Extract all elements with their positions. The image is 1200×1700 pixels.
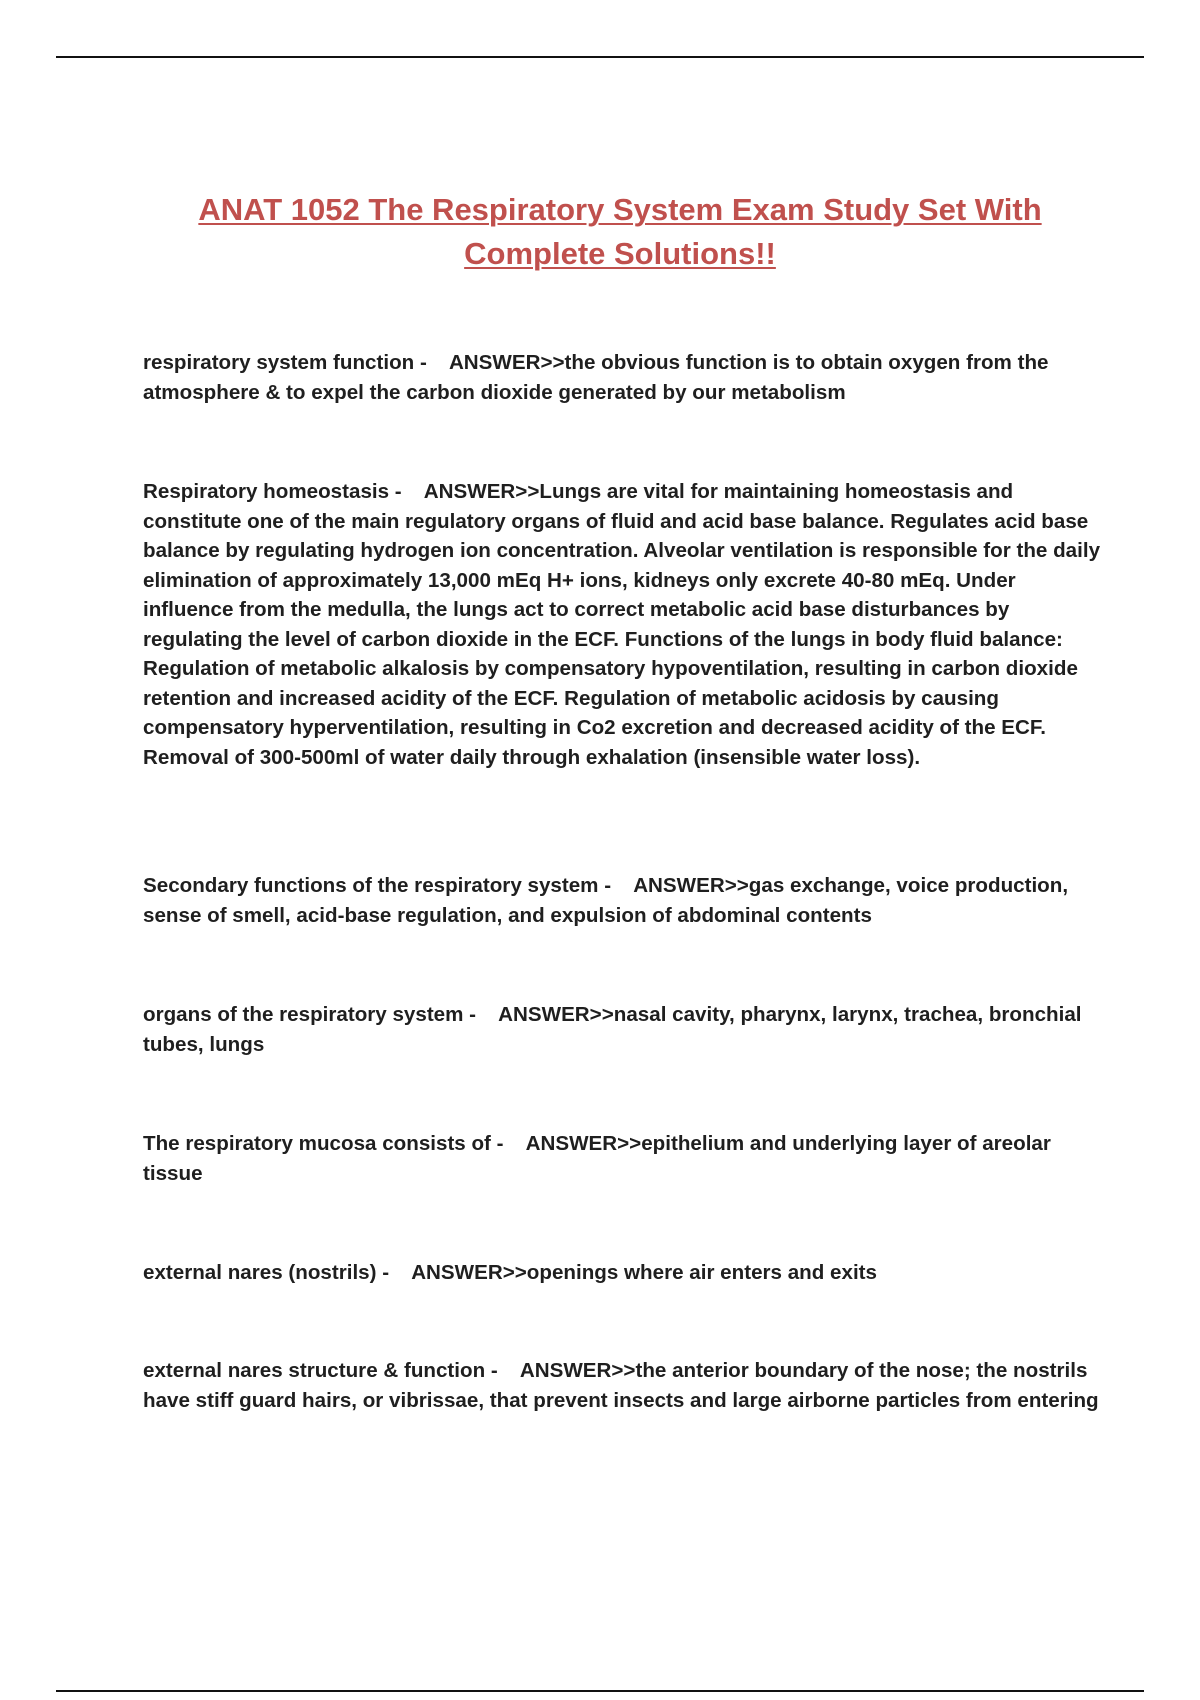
- answer-prefix: ANSWER>>: [448, 351, 565, 374]
- qa-separator: -: [414, 351, 449, 374]
- qa-entry: [143, 348, 1103, 407]
- qa-term: Respiratory homeostasis: [143, 480, 390, 503]
- qa-answer: openings where air enters and exits: [526, 1261, 877, 1284]
- title-line-2: Complete Solutions!!: [464, 236, 776, 271]
- answer-prefix: ANSWER>>: [519, 1359, 636, 1382]
- qa-term: respiratory system function: [143, 351, 415, 374]
- qa-term: organs of the respiratory system: [143, 1003, 464, 1026]
- qa-term: external nares (nostrils): [143, 1261, 377, 1284]
- qa-term: Secondary functions of the respiratory system: [143, 874, 599, 897]
- qa-term: external nares structure & function: [143, 1359, 486, 1382]
- qa-answer: nasal cavity, pharynx, larynx, trachea, bronchial tubes, lungs: [143, 1003, 1082, 1056]
- answer-prefix: ANSWER>>: [525, 1132, 642, 1155]
- answer-prefix: ANSWER>>: [633, 874, 749, 897]
- qa-entry: [143, 1129, 1103, 1188]
- qa-answer: the anterior boundary of the nose; the nostrils have stiff guard hairs, or vibrissae, that prevent insects and large airborne particles from entering: [143, 1359, 1099, 1412]
- qa-entry: [143, 871, 1103, 930]
- title-line-1: ANAT 1052 The Respiratory System Exam Study Set With: [198, 192, 1042, 227]
- qa-separator: -: [490, 1132, 526, 1155]
- answer-prefix: ANSWER>>: [498, 1003, 614, 1026]
- qa-separator: -: [389, 480, 424, 503]
- qa-entry: [143, 1356, 1103, 1415]
- qa-term: The respiratory mucosa consists of: [143, 1132, 491, 1155]
- qa-answer: epithelium and underlying layer of areolar tissue: [143, 1132, 1051, 1185]
- qa-separator: -: [376, 1261, 412, 1284]
- answer-prefix: ANSWER>>: [423, 480, 540, 503]
- qa-entry: [143, 477, 1103, 772]
- qa-entry: [143, 1258, 1103, 1288]
- qa-entry: [143, 1000, 1103, 1059]
- qa-answer: gas exchange, voice production, sense of smell, acid-base regulation, and expulsion of abdominal contents: [143, 874, 1069, 927]
- qa-separator: -: [598, 874, 634, 897]
- footer-rule: [56, 1690, 1144, 1692]
- qa-separator: -: [485, 1359, 520, 1382]
- qa-separator: -: [463, 1003, 499, 1026]
- answer-prefix: ANSWER>>: [411, 1261, 527, 1284]
- header-rule: [56, 56, 1144, 58]
- qa-answer: the obvious function is to obtain oxygen from the atmosphere & to expel the carbon dioxide generated by our metabolism: [143, 351, 1049, 404]
- qa-answer: Lungs are vital for maintaining homeostasis and constitute one of the main regulatory organs of fluid and acid base balance. Regulates acid base balance by regulating hydrogen ion concentration. Alveolar ventilation is responsible for the daily elimination of approximately 13,000 mEq H+ ions, kidneys only excrete 40-80 mEq. Under influence from the medulla, the lungs act to correct metabolic acid base disturbances by regulating the level of carbon dioxide in the ECF. Functions of the lungs in body fluid balance: Regulation of metabolic alkalosis by compensatory hypoventilation, resulting in carbon dioxide retention and increased acidity of the ECF. Regulation of metabolic acidosis by causing compensatory hyperventilation, resulting in Co2 excretion and decreased acidity of the ECF. Removal of 300-500ml of water daily through exhalation (insensible water loss).: [143, 480, 1101, 769]
- document-title: [120, 188, 1120, 276]
